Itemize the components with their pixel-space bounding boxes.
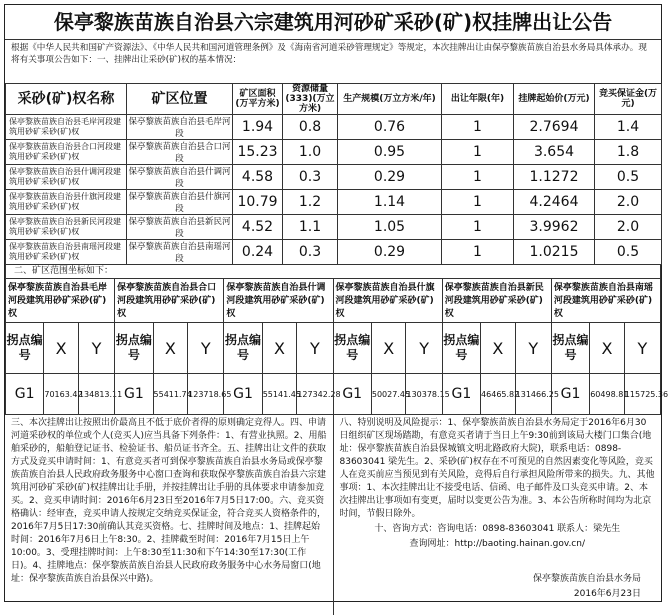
- row-area: 15.23: [233, 140, 283, 165]
- y-value: 130378.15: [406, 389, 450, 399]
- coord-block: [442, 278, 559, 415]
- y-label: Y: [78, 323, 114, 374]
- row-area: 1.94: [233, 115, 283, 140]
- row-years: 1: [442, 115, 514, 140]
- coord-header-row: [334, 323, 442, 374]
- coord-value-row: [224, 374, 332, 415]
- row-reserve: 1.2: [283, 190, 338, 215]
- x-label: X: [153, 323, 188, 374]
- row-deposit: 0.5: [595, 240, 662, 265]
- x-value: 55411.74: [153, 374, 188, 415]
- coord-block-title: 保亭黎族苗族自治县毛岸河段建筑用砂矿采砂(矿)权: [6, 279, 114, 323]
- x-label: X: [44, 323, 79, 374]
- header-location: 矿区位置: [127, 84, 233, 115]
- coord-header-row: [6, 323, 114, 374]
- row-years: 1: [442, 215, 514, 240]
- y-value: 131466.25: [515, 389, 559, 399]
- coord-block-title: 保亭黎族苗族自治县合口河段建筑用砂矿采砂(矿)权: [115, 279, 223, 323]
- coord-value-row: [552, 374, 660, 415]
- coordinates-section: [5, 278, 668, 415]
- table-row: [6, 190, 662, 215]
- point-id: G1: [443, 374, 481, 415]
- row-location: 保亭黎族苗族自治县合口河段: [127, 140, 233, 165]
- point-label: 拐点编号: [115, 323, 153, 374]
- x-value: 70163.42: [44, 374, 79, 415]
- coord-table: [552, 323, 668, 414]
- coord-block: [5, 278, 123, 415]
- point-label: 拐点编号: [334, 323, 372, 374]
- point-id: G1: [115, 374, 153, 415]
- row-scale: 1.05: [338, 215, 442, 240]
- row-area: 10.79: [233, 190, 283, 215]
- rights-header-row: [6, 84, 662, 115]
- y-label: Y: [515, 323, 551, 374]
- coord-value-row: [334, 374, 442, 415]
- row-deposit: 1.8: [595, 140, 662, 165]
- header-deposit: 竞买保证金(万元): [595, 84, 662, 115]
- point-label: 拐点编号: [224, 323, 262, 374]
- coord-block: [223, 278, 341, 415]
- point-id: G1: [334, 374, 372, 415]
- row-reserve: 0.3: [283, 165, 338, 190]
- point-label: 拐点编号: [443, 323, 481, 374]
- header-price: 挂牌起始价(万元): [514, 84, 595, 115]
- row-price: 3.654: [514, 140, 595, 165]
- rights-table: [5, 83, 662, 265]
- x-label: X: [371, 323, 406, 374]
- notice-body: [5, 415, 661, 615]
- coord-block: [333, 278, 450, 415]
- coord-value-row: [115, 374, 223, 415]
- coord-block: [551, 278, 668, 415]
- x-value: 55141.45: [262, 374, 297, 415]
- coord-block-title: 保亭黎族苗族自治县什旗河段建筑用砂矿采砂(矿)权: [334, 279, 442, 323]
- coord-block-title: 保亭黎族苗族自治县新民河段建筑用砂矿采砂(矿)权: [443, 279, 551, 323]
- issue-date: 2016年6月23日: [573, 589, 641, 599]
- coord-block-title: 保亭黎族苗族自治县什调河段建筑用砂矿采砂(矿)权: [224, 279, 332, 323]
- left-text: 三、本次挂牌出让按照出价最高且不低于底价者得的原则确定竞得人。四、申请河道采砂权的单位或个人(竞买人)应当具备下列条件：1、有营业执照。2、用船舶采砂的，船舶登记证书、检验证书、船员证书齐全。五、挂牌出让文件的获取方式及竞买申请时间：1、有意竞买者可到保亭黎族苗族自治县水务局或保亭黎族苗族自治县人民政府政务服务中心窗口查询和获取保亭黎族苗族自治县六宗建筑用河砂矿采砂(矿)权挂牌出让手册，并按挂牌出让手册的具体要求申请参加竞买。2、竞买申请时间：2016年6月23日至2016年7月5日17:00。六、竞买资格确认：经审查，竞买申请人按规定交纳竞买保证金，符合竞买人资格条件的，2016年7月5日17:30前确认其竞买资格。七、挂牌时间及地点：1、挂牌起始时间：2016年7月6日上午8:30。2、挂牌截至时间：2016年7月15日上午10:00。3、受理挂牌时间：上午8:30至11:30和下午14:30至17:30(工作日)。4、挂牌地点：保亭黎族苗族自治县人民政府政务服务中心水务局窗口(地址：保亭黎族苗族自治县保兴中路)。: [11, 418, 327, 584]
- row-years: 1: [442, 190, 514, 215]
- point-id: G1: [552, 374, 590, 415]
- coord-header-row: [115, 323, 223, 374]
- x-label: X: [481, 323, 516, 374]
- row-price: 1.1272: [514, 165, 595, 190]
- table-row: [6, 215, 662, 240]
- right-column: [334, 415, 662, 615]
- row-price: 1.0215: [514, 240, 595, 265]
- section-two-heading: 二、矿区范围坐标如下：: [5, 265, 661, 278]
- row-scale: 0.29: [338, 165, 442, 190]
- row-location: 保亭黎族苗族自治县新民河段: [127, 215, 233, 240]
- x-label: X: [590, 323, 625, 374]
- row-name: 保亭黎族苗族自治县南瑶河段建筑用砂矿采砂(矿)权: [6, 240, 127, 265]
- point-id: G1: [224, 374, 262, 415]
- row-years: 1: [442, 240, 514, 265]
- y-label: Y: [297, 323, 333, 374]
- row-name: 保亭黎族苗族自治县新民河段建筑用砂矿采砂(矿)权: [6, 215, 127, 240]
- table-row: [6, 115, 662, 140]
- row-location: 保亭黎族苗族自治县什旗河段: [127, 190, 233, 215]
- x-value: 46465.82: [481, 374, 516, 415]
- table-row: [6, 165, 662, 190]
- x-value: 60498.81: [590, 374, 625, 415]
- issuer-org: 保亭黎族苗族自治县水务局: [532, 574, 641, 584]
- row-scale: 1.14: [338, 190, 442, 215]
- coord-value-row: [6, 374, 114, 415]
- coord-header-row: [443, 323, 551, 374]
- header-reserve: 资源储量(333)(万立方米): [283, 84, 338, 115]
- header-name: 采砂(矿)权名称: [6, 84, 127, 115]
- row-location: 保亭黎族苗族自治县毛岸河段: [127, 115, 233, 140]
- point-label: 拐点编号: [6, 323, 44, 374]
- row-years: 1: [442, 140, 514, 165]
- row-location: 保亭黎族苗族自治县什调河段: [127, 165, 233, 190]
- row-reserve: 0.8: [283, 115, 338, 140]
- header-years: 出让年限(年): [442, 84, 514, 115]
- x-label: X: [262, 323, 297, 374]
- row-name: 保亭黎族苗族自治县什调河段建筑用砂矿采砂(矿)权: [6, 165, 127, 190]
- table-row: [6, 140, 662, 165]
- y-label: Y: [406, 323, 442, 374]
- row-name: 保亭黎族苗族自治县合口河段建筑用砂矿采砂(矿)权: [6, 140, 127, 165]
- row-price: 4.2464: [514, 190, 595, 215]
- row-deposit: 0.5: [595, 165, 662, 190]
- y-value: 115725.36: [624, 389, 668, 399]
- left-column: [5, 415, 334, 615]
- contact-line: 十、咨询方式：咨询电话：0898-83603041 联系人：梁先生: [374, 524, 621, 534]
- row-name: 保亭黎族苗族自治县毛岸河段建筑用砂矿采砂(矿)权: [6, 115, 127, 140]
- y-value: 123718.65: [188, 389, 232, 399]
- row-location: 保亭黎族苗族自治县南瑶河段: [127, 240, 233, 265]
- page-title: 保亭黎族苗族自治县六宗建筑用河砂矿采砂(矿)权挂牌出让公告: [5, 5, 661, 40]
- coord-block-title: 保亭黎族苗族自治县南瑶河段建筑用砂矿采砂(矿)权: [552, 279, 660, 323]
- coord-table: [6, 323, 123, 414]
- y-label: Y: [624, 323, 660, 374]
- row-price: 2.7694: [514, 115, 595, 140]
- row-scale: 0.95: [338, 140, 442, 165]
- coord-value-row: [443, 374, 551, 415]
- row-scale: 0.29: [338, 240, 442, 265]
- y-value: 127342.28: [297, 389, 341, 399]
- row-years: 1: [442, 165, 514, 190]
- coord-table: [334, 323, 450, 414]
- row-reserve: 1.0: [283, 140, 338, 165]
- row-area: 4.52: [233, 215, 283, 240]
- row-area: 0.24: [233, 240, 283, 265]
- y-value: 134813.11: [78, 389, 123, 399]
- intro-paragraph: 根据《中华人民共和国矿产资源法》、《中华人民共和国河道管理条例》及《海南省河道采砂管理规定》等规定，本次挂牌出让由保亭黎族苗族自治县水务局具体承办。现将有关事项公告如下：一、挂牌出让采砂(矿)权的基本情况：: [11, 43, 647, 65]
- row-name: 保亭黎族苗族自治县什旗河段建筑用砂矿采砂(矿)权: [6, 190, 127, 215]
- row-deposit: 1.4: [595, 115, 662, 140]
- coord-header-row: [224, 323, 332, 374]
- row-reserve: 1.1: [283, 215, 338, 240]
- header-area: 矿区面积(万平方米): [233, 84, 283, 115]
- right-text: 八、特别说明及风险提示：1、保亭黎族苗族自治县水务局定于2016年6月30日组织矿区现场踏勘，有意竞买者请于当日上午9:30前到该局大楼门口集合(地址：保亭黎族苗族自治县保城镇文明北路政府大院)，联系电话：0898-83603041 梁先生。2、采砂(矿)权存在不可预见的自然因素变化等风险，竞买人在竞买前应当预见到有关风险，竞得后自行承担风险所带来的损失。九、其他事项：1、本次挂牌出让不接受电话、信函、电子邮件及口头竞买申请。2、本次挂牌出让事项如有变更，届时以变更公告为准。3、本公告所称时间均为北京时间，节假日除外。: [339, 418, 655, 519]
- coord-header-row: [552, 323, 660, 374]
- row-scale: 0.76: [338, 115, 442, 140]
- row-deposit: 2.0: [595, 215, 662, 240]
- row-reserve: 0.3: [283, 240, 338, 265]
- x-value: 50027.45: [371, 374, 406, 415]
- website-line: 查询网址：http://baoting.hainan.gov.cn/: [409, 539, 585, 549]
- row-area: 4.58: [233, 165, 283, 190]
- header-scale: 生产规模(万立方米/年): [338, 84, 442, 115]
- coord-table: [443, 323, 559, 414]
- coord-table: [115, 323, 232, 414]
- row-deposit: 2.0: [595, 190, 662, 215]
- table-row: [6, 240, 662, 265]
- point-id: G1: [6, 374, 44, 415]
- row-price: 3.9962: [514, 215, 595, 240]
- point-label: 拐点编号: [552, 323, 590, 374]
- coord-block: [114, 278, 232, 415]
- announcement: [4, 4, 668, 602]
- coord-table: [224, 323, 341, 414]
- y-label: Y: [188, 323, 224, 374]
